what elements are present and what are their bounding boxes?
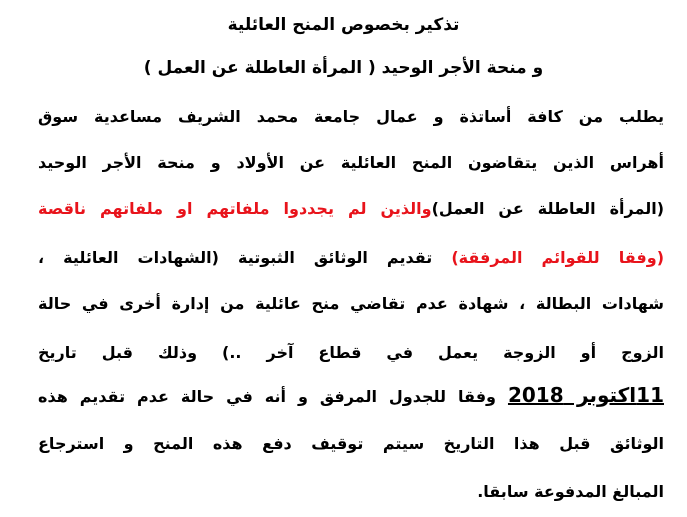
paragraph-line: الزوج أو الزوجة يعمل في قطاع آخر ..) وذلك قبل تاريخ	[38, 343, 664, 362]
highlighted-warning-text: والذين لم يجددوا ملفاتهم او ملفاتهم ناقصة	[38, 199, 432, 218]
paragraph-line: الوثائق قبل هذا التاريخ سيتم توقيف دفع هذه المنح و استرجاع	[38, 434, 664, 453]
document-subtitle: و منحة الأجر الوحيد ( المرأة العاطلة عن العمل )	[143, 58, 544, 78]
paragraph-line: المبالغ المدفوعة سابقا.	[477, 482, 664, 501]
paragraph-line	[38, 247, 664, 269]
paragraph-text: (المرأة العاطلة عن العمل)	[431, 199, 665, 218]
document-title: تذكير بخصوص المنح العائلية	[227, 15, 460, 35]
paragraph-line: يطلب من كافة أساتذة و عمال جامعة محمد الشريف مساعدية سوق	[38, 107, 664, 126]
paragraph-text: تقديم الوثائق الثبوتية (الشهادات العائلية ،	[38, 248, 452, 267]
paragraph-line	[38, 384, 664, 408]
paragraph-line: شهادات البطالة ، شهادة عدم تقاضي منح عائلية من إدارة أخرى في حالة	[38, 294, 664, 313]
paragraph-line	[38, 198, 664, 220]
paragraph-text: وفقا للجدول المرفق و أنه في حالة عدم تقديم هذه	[38, 387, 508, 406]
paragraph-line: أهراس الذين يتقاضون المنح العائلية عن الأولاد و منحة الأجر الوحيد	[38, 153, 664, 172]
deadline-date: 11اكتوبر 2018	[507, 383, 664, 407]
highlighted-lists-reference: (وفقا للقوائم المرفقة)	[451, 248, 664, 267]
